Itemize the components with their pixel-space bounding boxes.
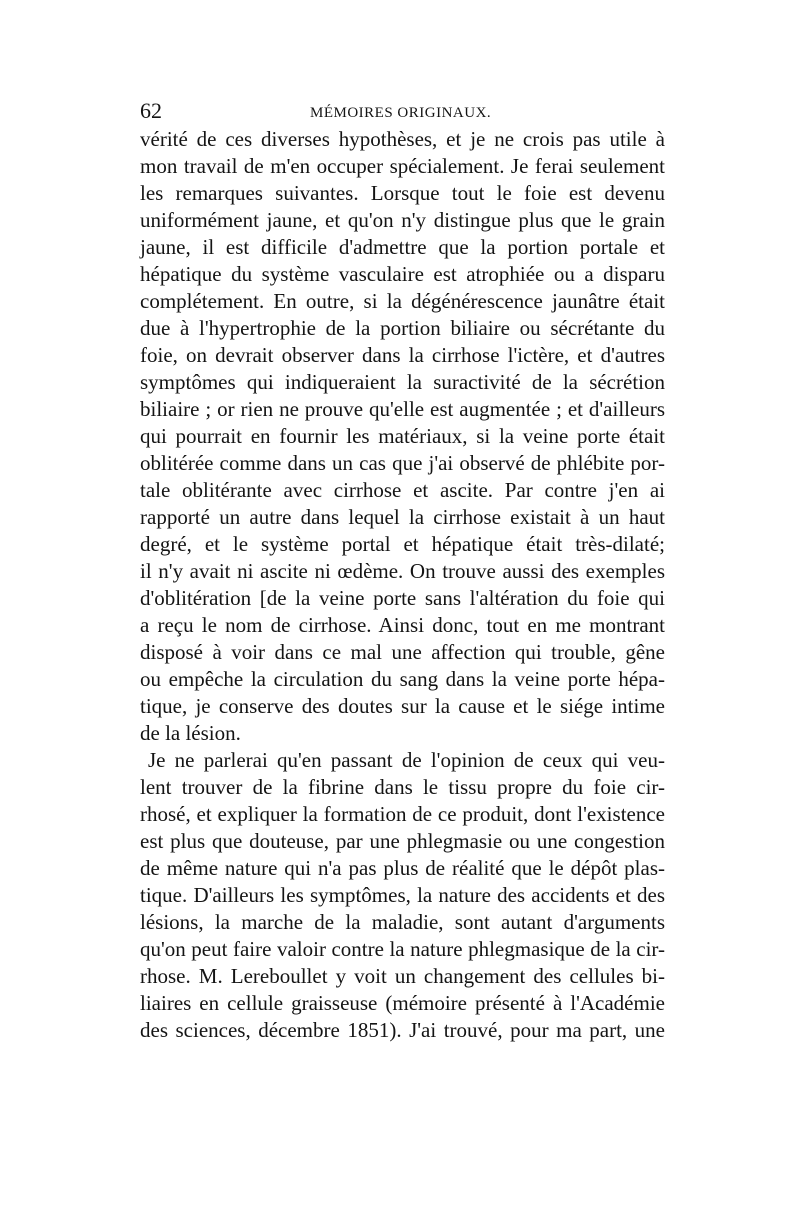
text-line: complétement. En outre, si la dégénérescence jaunâtre était	[140, 289, 665, 313]
text-line: mon travail de m'en occuper spécialement. Je ferai seulement	[140, 154, 665, 178]
text-line: il n'y avait ni ascite ni œdème. On trouve aussi des exemples	[140, 559, 665, 583]
text-line: biliaire ; or rien ne prouve qu'elle est augmentée ; et d'ailleurs	[140, 397, 665, 421]
text-line: tale oblitérante avec cirrhose et ascite. Par contre j'en ai	[140, 478, 665, 502]
text-line: jaune, il est difficile d'admettre que la portion portale et	[140, 235, 665, 259]
text-line: foie, on devrait observer dans la cirrhose l'ictère, et d'autres	[140, 343, 665, 367]
text-line: de même nature qui n'a pas plus de réalité que le dépôt plas-	[140, 856, 665, 880]
text-line: vérité de ces diverses hypothèses, et je ne crois pas utile à	[140, 127, 665, 151]
paragraph-2	[140, 747, 665, 1044]
page-header	[140, 96, 665, 126]
text-line: qui pourrait en fournir les matériaux, si la veine porte était	[140, 424, 665, 448]
text-line: rapporté un autre dans lequel la cirrhose existait à un haut	[140, 505, 665, 529]
text-line: d'oblitération [de la veine porte sans l'altération du foie qui	[140, 586, 665, 610]
running-head: MÉMOIRES ORIGINAUX.	[310, 105, 492, 121]
text-line: Je ne parlerai qu'en passant de l'opinion de ceux qui veu-	[148, 748, 665, 772]
text-line: les remarques suivantes. Lorsque tout le foie est devenu	[140, 181, 665, 205]
text-line: liaires en cellule graisseuse (mémoire présenté à l'Académie	[140, 991, 665, 1015]
text-line: est plus que douteuse, par une phlegmasie ou une congestion	[140, 829, 665, 853]
body-text	[140, 126, 665, 1044]
text-line: rhose. M. Lereboullet y voit un changement des cellules bi-	[140, 964, 665, 988]
paragraph-1	[140, 126, 665, 747]
text-line: symptômes qui indiqueraient la suractivité de la sécrétion	[140, 370, 665, 394]
text-line: a reçu le nom de cirrhose. Ainsi donc, tout en me montrant	[140, 613, 665, 637]
text-line: tique, je conserve des doutes sur la cause et le siége intime	[140, 694, 665, 718]
text-line: de la lésion.	[140, 721, 241, 745]
text-line: disposé à voir dans ce mal une affection qui trouble, gêne	[140, 640, 665, 664]
text-line: hépatique du système vasculaire est atrophiée ou a disparu	[140, 262, 665, 286]
text-line: ou empêche la circulation du sang dans la veine porte hépa-	[140, 667, 665, 691]
text-line: tique. D'ailleurs les symptômes, la nature des accidents et des	[140, 883, 665, 907]
text-line: due à l'hypertrophie de la portion biliaire ou sécrétante du	[140, 316, 665, 340]
text-line: lésions, la marche de la maladie, sont autant d'arguments	[140, 910, 665, 934]
text-line: des sciences, décembre 1851). J'ai trouvé, pour ma part, une	[140, 1018, 665, 1042]
text-line: lent trouver de la fibrine dans le tissu propre du foie cir-	[140, 775, 665, 799]
text-line: oblitérée comme dans un cas que j'ai observé de phlébite por-	[140, 451, 665, 475]
page-number: 62	[140, 98, 162, 123]
text-line: rhosé, et expliquer la formation de ce produit, dont l'existence	[140, 802, 665, 826]
text-line: degré, et le système portal et hépatique était très-dilaté;	[140, 532, 665, 556]
text-line: uniformément jaune, et qu'on n'y distingue plus que le grain	[140, 208, 665, 232]
text-line: qu'on peut faire valoir contre la nature phlegmasique de la cir-	[140, 937, 665, 961]
